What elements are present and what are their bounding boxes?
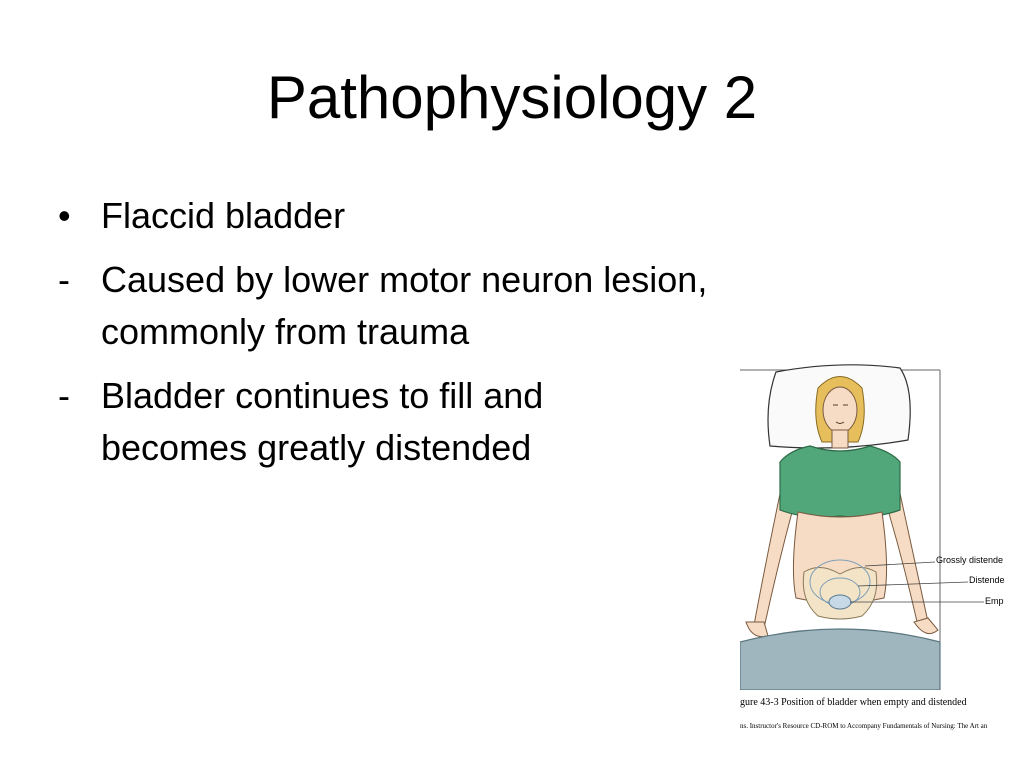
patient-illustration: [740, 360, 1010, 690]
figure-source: ns. Instructor's Resource CD-ROM to Accompany Fundamentals of Nursing: The Art an: [740, 722, 988, 730]
face-shape: [823, 387, 857, 433]
bullet-text: Flaccid bladder: [101, 195, 346, 236]
label-distended: Distende: [969, 575, 1005, 585]
bullet-marker: -: [58, 375, 70, 416]
bladder-empty: [829, 595, 851, 609]
bullet-text: Caused by lower motor neuron lesion, commonly from trauma: [101, 259, 708, 352]
slide-title: Pathophysiology 2: [266, 64, 758, 131]
bullet-item: [58, 190, 918, 242]
figure-caption: gure 43-3 Position of bladder when empty and distended: [740, 697, 967, 708]
bullet-item: [58, 254, 918, 358]
bullet-marker: •: [58, 195, 71, 236]
green-shirt: [780, 446, 900, 517]
bed-sheet: [740, 629, 940, 690]
bullet-text: becomes greatly distended: [101, 427, 532, 468]
label-empty: Emp: [985, 596, 1004, 606]
bullet-marker: -: [58, 259, 70, 300]
label-grossly-distended: Grossly distende: [936, 555, 1004, 565]
bladder-figure: [740, 360, 1010, 740]
bullet-text: Bladder continues to fill and: [101, 375, 544, 416]
